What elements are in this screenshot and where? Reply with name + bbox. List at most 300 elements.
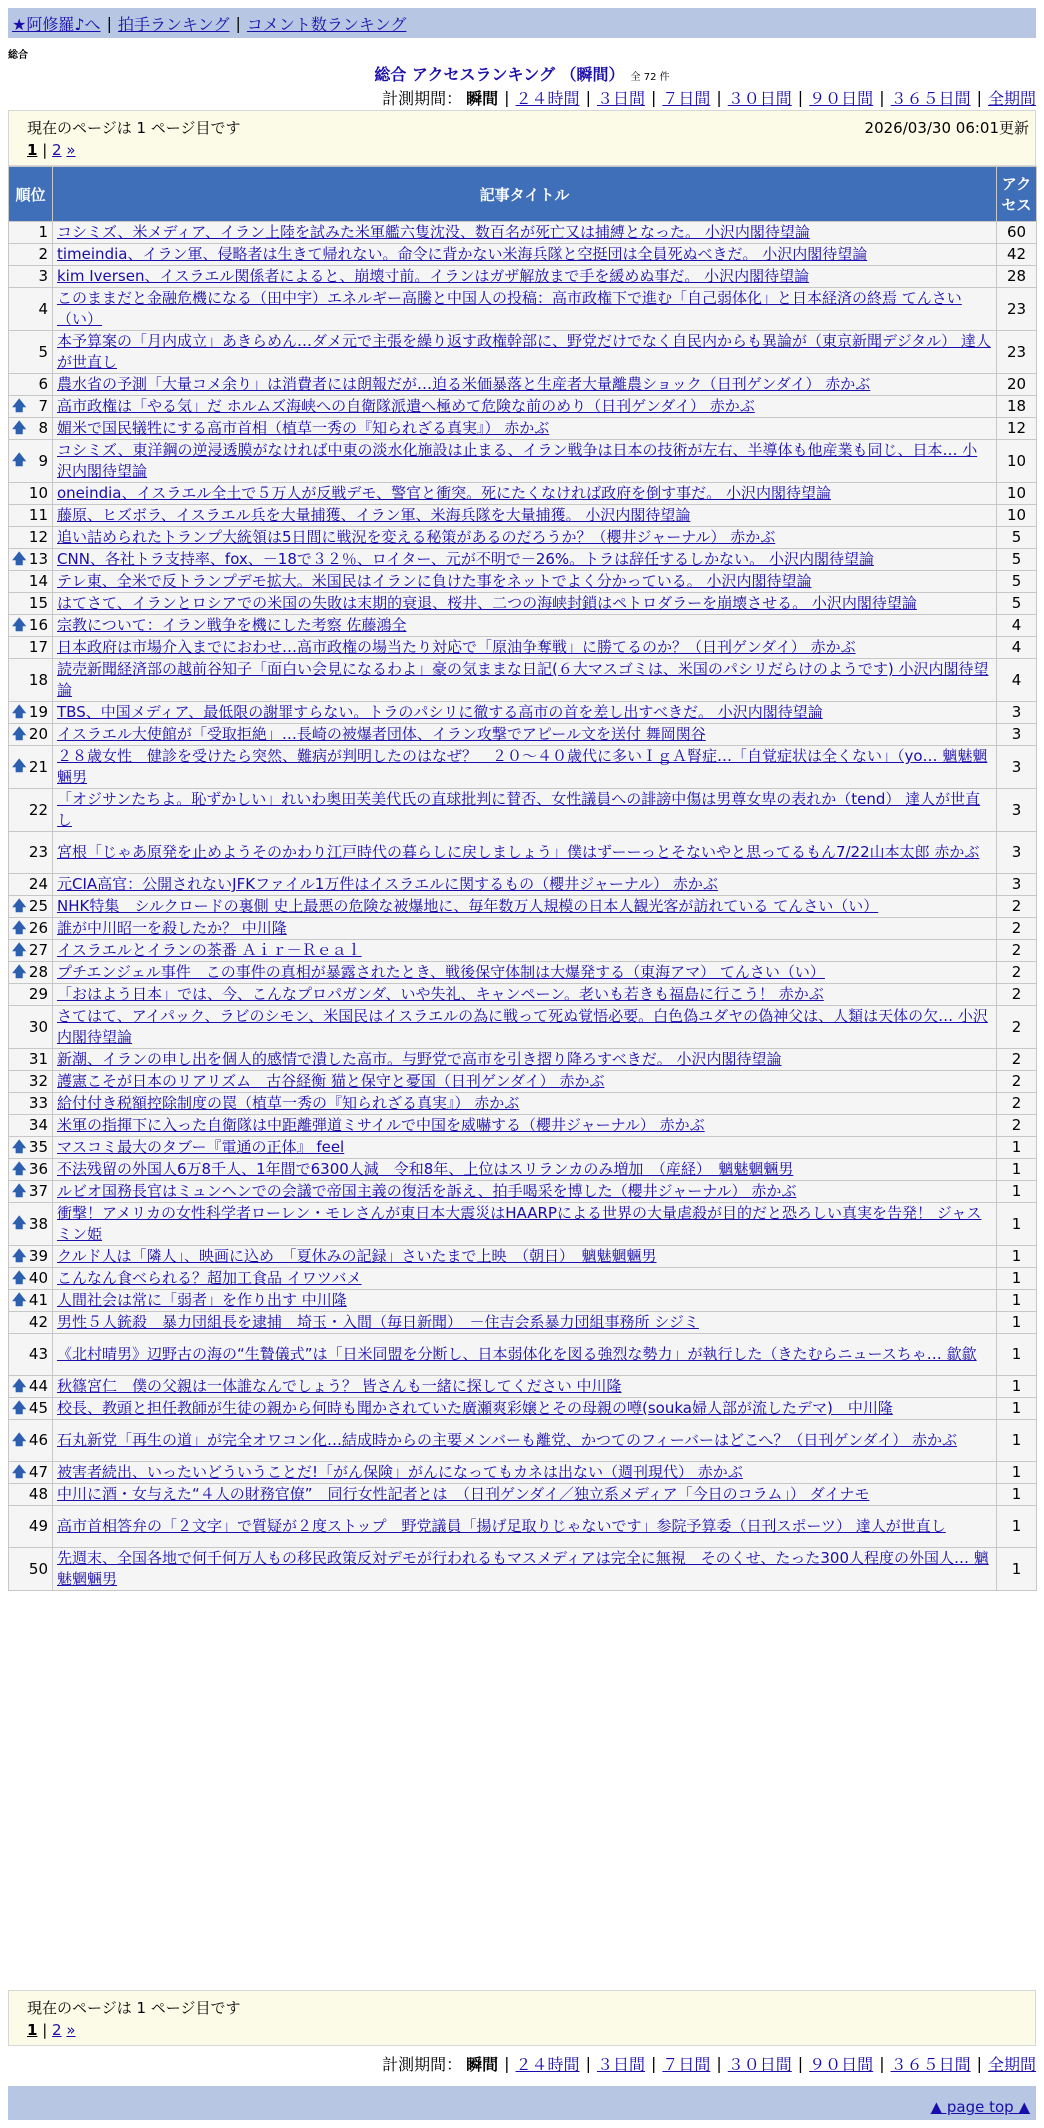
ranking-body [9,222,1037,1591]
rank-cell [9,1181,53,1203]
article-link[interactable]: はてさて、イランとロシアでの米国の失敗は末期的衰退、桜井、二つの海峡封鎖はペトロダラーを崩壊させる。 小沢内閣待望論 [57,594,917,612]
access-count: 10 [1006,506,1027,524]
title-cell [53,1484,997,1506]
rank-up-arrow-icon: 🡅 [12,420,27,436]
article-link[interactable]: TBS、中国メディア、最低限の謝罪すらない。トラのパシリに徹する高市の首を差し出すべきだ。 小沢内閣待望論 [57,703,823,721]
access-count: 4 [1011,638,1022,656]
rank-cell [9,418,53,440]
separator: | [976,2054,982,2073]
article-link[interactable]: 護憲こそが日本のリアリズム 古谷経衡 猫と保守と憂国（日刊ゲンダイ） 赤かぶ [57,1072,605,1090]
rank-number: 28 [28,963,48,981]
access-count: 5 [1011,572,1022,590]
rank-cell [9,1462,53,1484]
rank-cell [9,1420,53,1462]
title-cell [53,789,997,832]
rank-cell [9,832,53,874]
period-link-all[interactable]: 全期間 [987,2055,1036,2074]
access-cell [997,1398,1037,1420]
table-row [9,789,1037,832]
article-link[interactable]: 読売新聞経済部の越前谷知子「面白い会見になるわよ」豪の気ままな日記(６大マスゴミは、米国のパシリだらけのようです) 小沢内閣待望論 [57,660,989,699]
period-link-3d[interactable]: ３日間 [596,89,645,108]
title-cell [53,1334,997,1376]
rank-number: 14 [28,572,48,590]
title-cell [53,527,997,549]
title-cell [53,746,997,789]
period-link-all[interactable]: 全期間 [987,89,1036,108]
access-cell [997,1006,1037,1049]
article-link[interactable]: 米軍の指揮下に入った自衛隊は中距離弾道ミサイルで中国を威嚇する（櫻井ジャーナル） 赤かぶ [57,1116,705,1134]
title-cell [53,222,997,244]
period-link-30d[interactable]: ３０日間 [727,2055,792,2074]
access-count: 3 [1011,843,1022,861]
access-cell [997,896,1037,918]
access-cell [997,1334,1037,1376]
article-link[interactable]: このままだと金融危機になる（田中宇）エネルギー高騰と中国人の投稿：高市政権下で進む「自己弱体化」と日本経済の終焉 てんさい（い） [57,289,962,328]
next-page-link[interactable]: » [66,2021,76,2039]
access-count: 4 [1011,616,1022,634]
separator: | [585,2054,591,2073]
title-cell [53,659,997,702]
article-link[interactable]: 男性５人銃殺 暴力団組長を逮捕 埼玉・入間（毎日新聞） －住吉会系暴力団組事務所 シジミ [57,1313,699,1331]
rank-number: 2 [38,245,48,263]
table-row [9,593,1037,615]
access-cell [997,1203,1037,1246]
title-cell [53,896,997,918]
table-row [9,1093,1037,1115]
table-row [9,1071,1037,1093]
rank-number: 21 [28,757,48,776]
title-cell [53,615,997,637]
table-row [9,615,1037,637]
access-count: 23 [1006,299,1027,318]
rank-number: 13 [28,550,48,568]
period-link-90d[interactable]: ９０日間 [809,89,874,108]
access-cell [997,940,1037,962]
rank-up-arrow-icon: 🡅 [12,920,27,936]
rank-cell [9,984,53,1006]
rank-up-arrow-icon: 🡅 [12,551,27,567]
title-cell [53,1246,997,1268]
article-link[interactable]: 追い詰められたトランプ大統領は5日間に戦況を変える秘策があるのだろうか？（櫻井ジャーナル） 赤かぶ [57,528,776,546]
rank-number: 48 [28,1485,48,1503]
access-count: 28 [1006,267,1027,285]
rank-up-arrow-icon: 🡅 [12,398,27,414]
rank-number: 46 [28,1431,48,1449]
access-count: 1 [1011,1182,1022,1200]
rank-cell [9,1484,53,1506]
article-link[interactable]: kim Iversen、イスラエル関係者によると、崩壊寸前。イランはガザ解放まで手を緩めぬ事だ。 小沢内閣待望論 [57,267,810,285]
period-link-30d[interactable]: ３０日間 [727,89,792,108]
access-cell [997,746,1037,789]
table-row [9,1398,1037,1420]
access-count: 20 [1006,375,1027,393]
access-count: 1 [1011,1559,1022,1578]
rank-header: 順位 [9,167,53,222]
access-cell [997,593,1037,615]
access-cell [997,418,1037,440]
page-top-link[interactable]: ▲ page top ▲ [930,2098,1030,2116]
table-row [9,984,1037,1006]
rank-number: 12 [28,528,48,546]
rank-cell [9,571,53,593]
article-link[interactable]: 衝撃！アメリカの女性科学者ローレン・モレさんが東日本大震災はHAARPによる世界の大量虐殺が目的だと恐ろしい真実を告発！ ジャスミン姫 [57,1204,982,1243]
access-count: 60 [1006,223,1027,241]
access-count: 1 [1011,1345,1022,1363]
rank-number: 38 [28,1214,48,1233]
access-count: 1 [1011,1160,1022,1178]
access-cell [997,505,1037,527]
access-count: 1 [1011,1485,1022,1503]
period-link-7d[interactable]: ７日間 [662,2055,711,2074]
separator: | [797,88,804,107]
access-count: 4 [1011,670,1022,689]
article-link[interactable]: 元CIA高官：公開されないJFKファイル1万件はイスラエルに関するもの（櫻井ジャーナル） 赤かぶ [57,875,718,893]
table-row [9,331,1037,374]
access-cell [997,527,1037,549]
rank-cell [9,940,53,962]
table-header-row [9,167,1037,222]
access-cell [997,789,1037,832]
rank-cell [9,1548,53,1591]
period-label: 計測期間： [382,89,463,108]
title-cell [53,984,997,1006]
rank-cell [9,1290,53,1312]
access-count: 23 [1006,342,1027,361]
title-cell [53,1093,997,1115]
article-link[interactable]: timeindia、イラン軍、侵略者は生きて帰れない。命令に背かない米海兵隊と空挺団は全員死ぬべきだ。 小沢内閣待望論 [57,245,868,263]
access-cell [997,1548,1037,1591]
rank-up-arrow-icon: 🡅 [12,964,27,980]
title-cell [53,1290,997,1312]
rank-cell [9,1159,53,1181]
rank-number: 26 [28,919,48,937]
table-row [9,724,1037,746]
article-link[interactable]: 秋篠宮仁 僕の父親は一体誰なんでしょう？ 皆さんも一緒に探してください 中川隆 [57,1377,622,1395]
access-cell [997,637,1037,659]
rank-number: 47 [28,1463,48,1481]
title-header: 記事タイトル [53,167,997,222]
period-link-7d[interactable]: ７日間 [662,89,711,108]
rank-cell [9,746,53,789]
table-row [9,1137,1037,1159]
article-link[interactable]: 被害者続出、いったいどういうことだ!「がん保険」がんになってもカネは出ない（週刊現代） 赤かぶ [57,1463,743,1481]
rank-cell [9,615,53,637]
table-row [9,505,1037,527]
current-page: 1 [27,141,38,159]
access-cell [997,702,1037,724]
page-2-link[interactable]: 2 [52,141,62,159]
article-link[interactable]: 新潮、イランの申し出を個人的感情で潰した高市。与野党で高市を引き摺り降ろすべきだ。 小沢内閣待望論 [57,1050,782,1068]
title-cell [53,418,997,440]
access-count: 1 [1011,1269,1022,1287]
title-cell [53,1312,997,1334]
article-link[interactable]: 本予算案の「月内成立」あきらめん…ダメ元で主張を繰り返す政権幹部に、野党だけでなく自民内からも異論が（東京新聞デジタル） 達人が世直し [57,332,991,371]
title-cell [53,440,997,483]
access-count: 2 [1011,1017,1022,1036]
rank-number: 41 [28,1291,48,1309]
rank-cell [9,331,53,374]
rank-up-arrow-icon: 🡅 [12,1139,27,1155]
article-link[interactable]: コシミズ、東洋鋼の逆浸透膜がなければ中東の淡水化施設は止まる、イラン戦争は日本の技術が左右、半導体も他産業も同じ、日本… 小沢内閣待望論 [57,441,978,480]
updated-time: 2026/03/30 06:01更新 [864,119,1029,137]
table-row [9,1246,1037,1268]
article-link[interactable]: 誰が中川昭一を殺したか？ 中川隆 [57,919,287,937]
rank-number: 3 [38,267,48,285]
access-count: 5 [1011,550,1022,568]
rank-number: 25 [28,897,48,915]
separator: | [797,2054,804,2073]
access-count: 3 [1011,725,1022,743]
rank-number: 33 [28,1094,48,1112]
article-link[interactable]: 石丸新党「再生の道」が完全オワコン化…結成時からの主要メンバーも離党、かつてのフィーバーはどこへ？（日刊ゲンダイ） 赤かぶ [57,1431,957,1449]
article-link[interactable]: 宗教について：イラン戦争を機にした考察 佐藤鴻全 [57,616,407,634]
table-row [9,1290,1037,1312]
title-cell [53,637,997,659]
article-link[interactable]: 先週末、全国各地で何千何万人もの移民政策反対デモが行われるもマスメディアは完全に無視 そのくせ、たった300人程度の外国人… 魑魅魍魎男 [57,1549,989,1588]
access-count: 2 [1011,1094,1022,1112]
table-row [9,1181,1037,1203]
article-link[interactable]: 高市政権は「やる気」だ ホルムズ海峡への自衛隊派遣へ極めて危険な前のめり（日刊ゲンダイ） 赤かぶ [57,397,755,415]
rank-number: 23 [28,843,48,861]
rank-number: 42 [28,1313,48,1331]
access-cell [997,984,1037,1006]
rank-cell [9,505,53,527]
access-count: 18 [1006,397,1027,415]
rank-number: 16 [28,616,48,634]
rank-cell [9,1115,53,1137]
ranking-title [0,62,1044,85]
article-link[interactable]: 日本政府は市場介入までにおわせ…高市政権の場当たり対応で「原油争奪戦」に勝てるのか？（日刊ゲンダイ） 赤かぶ [57,638,856,656]
article-link[interactable]: コシミズ、米メディア、イラン上陸を試みた米軍艦六隻沈没、数百名が死亡又は捕縛となった。 小沢内閣待望論 [57,223,810,241]
rank-number: 24 [28,875,48,893]
article-link[interactable]: 「おはよう日本」では、今、こんなプロパガンダ、いや失礼、キャンペーン。老いも若きも福島に行こう！ 赤かぶ [57,985,824,1003]
title-cell [53,244,997,266]
access-cell [997,1268,1037,1290]
separator: | [650,88,657,107]
access-count: 3 [1011,875,1022,893]
period-link-90d[interactable]: ９０日間 [809,2055,874,2074]
article-link[interactable]: 媚米で国民犠牲にする高市首相（植草一秀の『知られざる真実』） 赤かぶ [57,419,550,437]
table-row [9,1312,1037,1334]
top-nav-bar [8,8,1036,38]
access-count: 2 [1011,1072,1022,1090]
access-cell [997,918,1037,940]
table-row [9,1462,1037,1484]
period-label: 計測期間： [382,2055,463,2074]
title-cell [53,1115,997,1137]
rank-cell [9,483,53,505]
title-cell [53,1203,997,1246]
separator: | [716,88,722,107]
access-count: 2 [1011,1050,1022,1068]
access-cell [997,1312,1037,1334]
rank-cell [9,244,53,266]
access-count: 1 [1011,1291,1022,1309]
rank-cell [9,637,53,659]
next-page-link[interactable]: » [66,141,76,159]
comment-ranking-link[interactable]: コメント数ランキング [246,14,407,34]
page-info-text: 現在のページは 1 ページ目です [27,119,241,137]
article-link[interactable]: 校長、教頭と担任教師が生徒の親から何時も聞かされていた廣瀬爽彩嬢とその母親の噂(souka婦人部が流したデマ) 中川隆 [57,1399,893,1417]
table-row [9,222,1037,244]
period-link-24h[interactable]: ２４時間 [515,2055,580,2074]
access-cell [997,288,1037,331]
title-cell [53,1268,997,1290]
table-row [9,659,1037,702]
article-link[interactable]: ２８歳女性 健診を受けたら突然、難病が判明したのはなぜ？ ２０～４０歳代に多いＩｇＡ腎症…「自覚症状は全くない」（yo… 魑魅魍魎男 [57,747,988,786]
rank-number: 50 [28,1559,48,1578]
table-row [9,918,1037,940]
home-link[interactable]: ★阿修羅♪へ [12,14,101,34]
access-count: 1 [1011,1247,1022,1265]
separator: | [976,88,982,107]
rank-number: 19 [28,703,48,721]
title-cell [53,724,997,746]
article-link[interactable]: ルビオ国務長官はミュンヘンでの会議で帝国主義の復活を訴え、拍手喝采を博した（櫻井ジャーナル） 赤かぶ [57,1182,797,1200]
article-link[interactable]: イスラエル大使館が「受取拒絶」…長崎の被爆者団体、イラン攻撃でアピール文を送付 舞岡関谷 [57,725,706,743]
article-link[interactable]: プチエンジェル事件 この事件の真相が暴露されたとき、戦後保守体制は大爆発する（東海アマ） てんさい（い） [57,963,825,981]
access-count: 2 [1011,941,1022,959]
article-link[interactable]: マスコミ最大のタブー『電通の正体』 feel [57,1138,345,1156]
ranking-count: 全 72 件 [630,72,670,83]
article-link[interactable]: 藤原、ヒズボラ、イスラエル兵を大量捕獲、イラン軍、米海兵隊を大量捕獲。 小沢内閣待望論 [57,506,691,524]
rank-cell [9,396,53,418]
access-count: 1 [1011,1399,1022,1417]
rank-up-arrow-icon: 🡅 [12,1183,27,1199]
rank-number: 45 [28,1399,48,1417]
article-link[interactable]: 《北村晴男》辺野古の海の“生贄儀式”は「日米同盟を分断し、日本弱体化を図る強烈な勢力」が執行した（きたむらニュースちゃ… 歙歙 [57,1345,977,1363]
rank-up-arrow-icon: 🡅 [12,704,27,720]
table-row [9,1376,1037,1398]
page-info-top [8,110,1036,166]
period-link-365d[interactable]: ３６５日間 [890,89,971,108]
article-link[interactable]: イスラエルとイランの茶番 Ａｉｒ－Ｒｅａｌ [57,941,362,959]
rank-number: 9 [38,451,48,470]
access-count: 1 [1011,1463,1022,1481]
access-count: 2 [1011,897,1022,915]
rank-up-arrow-icon: 🡅 [12,1248,27,1264]
access-cell [997,1093,1037,1115]
rank-cell [9,288,53,331]
separator: | [504,88,510,107]
access-cell [997,1181,1037,1203]
rank-cell [9,1203,53,1246]
title-cell [53,549,997,571]
access-cell [997,962,1037,984]
article-link[interactable]: 中川に酒・女与えた“４人の財務官僚” 同行女性記者とは （日刊ゲンダイ／独立系メディア「今日のコラム」） ダイナモ [57,1485,870,1503]
title-cell [53,1398,997,1420]
rank-cell [9,266,53,288]
rank-number: 4 [38,299,48,318]
article-link[interactable]: 農水省の予測「大量コメ余り」は消費者には朗報だが…迫る米価暴落と生産者大量離農ショック（日刊ゲンダイ） 赤かぶ [57,375,871,393]
title-cell [53,832,997,874]
rank-up-arrow-icon: 🡅 [12,1161,27,1177]
table-row [9,1548,1037,1591]
pagination [27,141,76,159]
rank-up-arrow-icon: 🡅 [12,1432,27,1448]
article-link[interactable]: 宮根「じゃあ原発を止めようそのかわり江戸時代の暮らしに戻しましょう」僕はずーーっとそないやと思ってるもん7/22山本太郎 赤かぶ [57,843,980,861]
table-row [9,1006,1037,1049]
article-link[interactable]: さてはて、アイパック、ラビのシモン、米国民はイスラエルの為に戦って死ぬ覚悟必要。白色偽ユダヤの偽神父は、人類は天体の欠… 小沢内閣待望論 [57,1007,988,1046]
access-cell [997,549,1037,571]
ranking-table [8,166,1037,1591]
rank-up-arrow-icon: 🡅 [12,898,27,914]
rank-up-arrow-icon: 🡅 [12,942,27,958]
rank-up-arrow-icon: 🡅 [12,1464,27,1480]
title-cell [53,1506,997,1548]
article-link[interactable]: 「オジサンたちよ。恥ずかしい」れいわ奥田芙美代氏の直球批判に賛否、女性議員への誹謗中傷は男尊女卑の表れか（tend） 達人が世直し [57,790,981,829]
article-link[interactable]: テレ東、全米で反トランプデモ拡大。米国民はイランに負けた事をネットでよく分かっている。 小沢内閣待望論 [57,572,812,590]
table-row [9,527,1037,549]
title-cell [53,962,997,984]
table-row [9,440,1037,483]
article-link[interactable]: こんなん食べられる？超加工食品 イワツバメ [57,1269,362,1287]
separator: | [879,2054,885,2073]
article-link[interactable]: 高市首相答弁の「２文字」で質疑が２度ストップ 野党議員「揚げ足取りじゃないです」参院予算委（日刊スポーツ） 達人が世直し [57,1517,946,1535]
rank-number: 36 [28,1160,48,1178]
ranking-title-text: 総合 アクセスランキング （瞬間） [374,65,625,84]
access-count: 2 [1011,985,1022,1003]
article-link[interactable]: NHK特集 シルクロードの裏側 史上最悪の危険な被爆地に、毎年数万人規模の日本人観光客が訪れている てんさい（い） [57,897,879,915]
article-link[interactable]: クルド人は「隣人」、映画に込め 「夏休みの記録」さいたまで上映 （朝日） 魑魅魍魎男 [57,1247,657,1265]
table-row [9,1268,1037,1290]
access-cell [997,222,1037,244]
rank-cell [9,874,53,896]
access-cell [997,1159,1037,1181]
rank-number: 30 [28,1017,48,1036]
period-selector-bottom [382,2052,1036,2075]
title-cell [53,1462,997,1484]
table-row [9,396,1037,418]
article-link[interactable]: 人間社会は常に「弱者」を作り出す 中川隆 [57,1291,347,1309]
period-link-365d[interactable]: ３６５日間 [890,2055,971,2074]
rank-number: 32 [28,1072,48,1090]
footer-bar [8,2086,1036,2120]
access-count: 10 [1006,451,1027,470]
period-link-3d[interactable]: ３日間 [596,2055,645,2074]
separator: | [235,13,241,33]
rank-up-arrow-icon: 🡅 [12,1378,27,1394]
access-count: 42 [1006,245,1027,263]
clap-ranking-link[interactable]: 拍手ランキング [117,14,230,34]
rank-cell [9,789,53,832]
access-count: 1 [1011,1313,1022,1331]
table-row [9,896,1037,918]
rank-cell [9,440,53,483]
access-count: 1 [1011,1138,1022,1156]
article-link[interactable]: 不法残留の外国人6万8千人、1年間で6300人減 令和8年、上位はスリランカのみ増加 （産経） 魑魅魍魎男 [57,1160,794,1178]
rank-cell [9,374,53,396]
access-cell [997,266,1037,288]
period-link-24h[interactable]: ２４時間 [515,89,580,108]
table-row [9,702,1037,724]
article-link[interactable]: CNN、各社トラ支持率、fox、－18で３２％、ロイター、元が不明で－26%。トラは辞任するしかない。 小沢内閣待望論 [57,550,874,568]
access-count: 3 [1011,757,1022,776]
rank-cell [9,1246,53,1268]
rank-up-arrow-icon: 🡅 [12,452,27,469]
table-row [9,940,1037,962]
article-link[interactable]: 給付付き税額控除制度の罠（植草一秀の『知られざる真実』） 赤かぶ [57,1094,520,1112]
access-cell [997,1420,1037,1462]
access-cell [997,244,1037,266]
page-2-link[interactable]: 2 [52,2021,62,2039]
table-row [9,1420,1037,1462]
separator: | [106,13,112,33]
access-cell [997,1506,1037,1548]
rank-cell [9,1376,53,1398]
article-link[interactable]: oneindia、イスラエル全土で５万人が反戦デモ、警官と衝突。死にたくなければ政府を倒す事だ。 小沢内閣待望論 [57,484,831,502]
access-cell [997,615,1037,637]
